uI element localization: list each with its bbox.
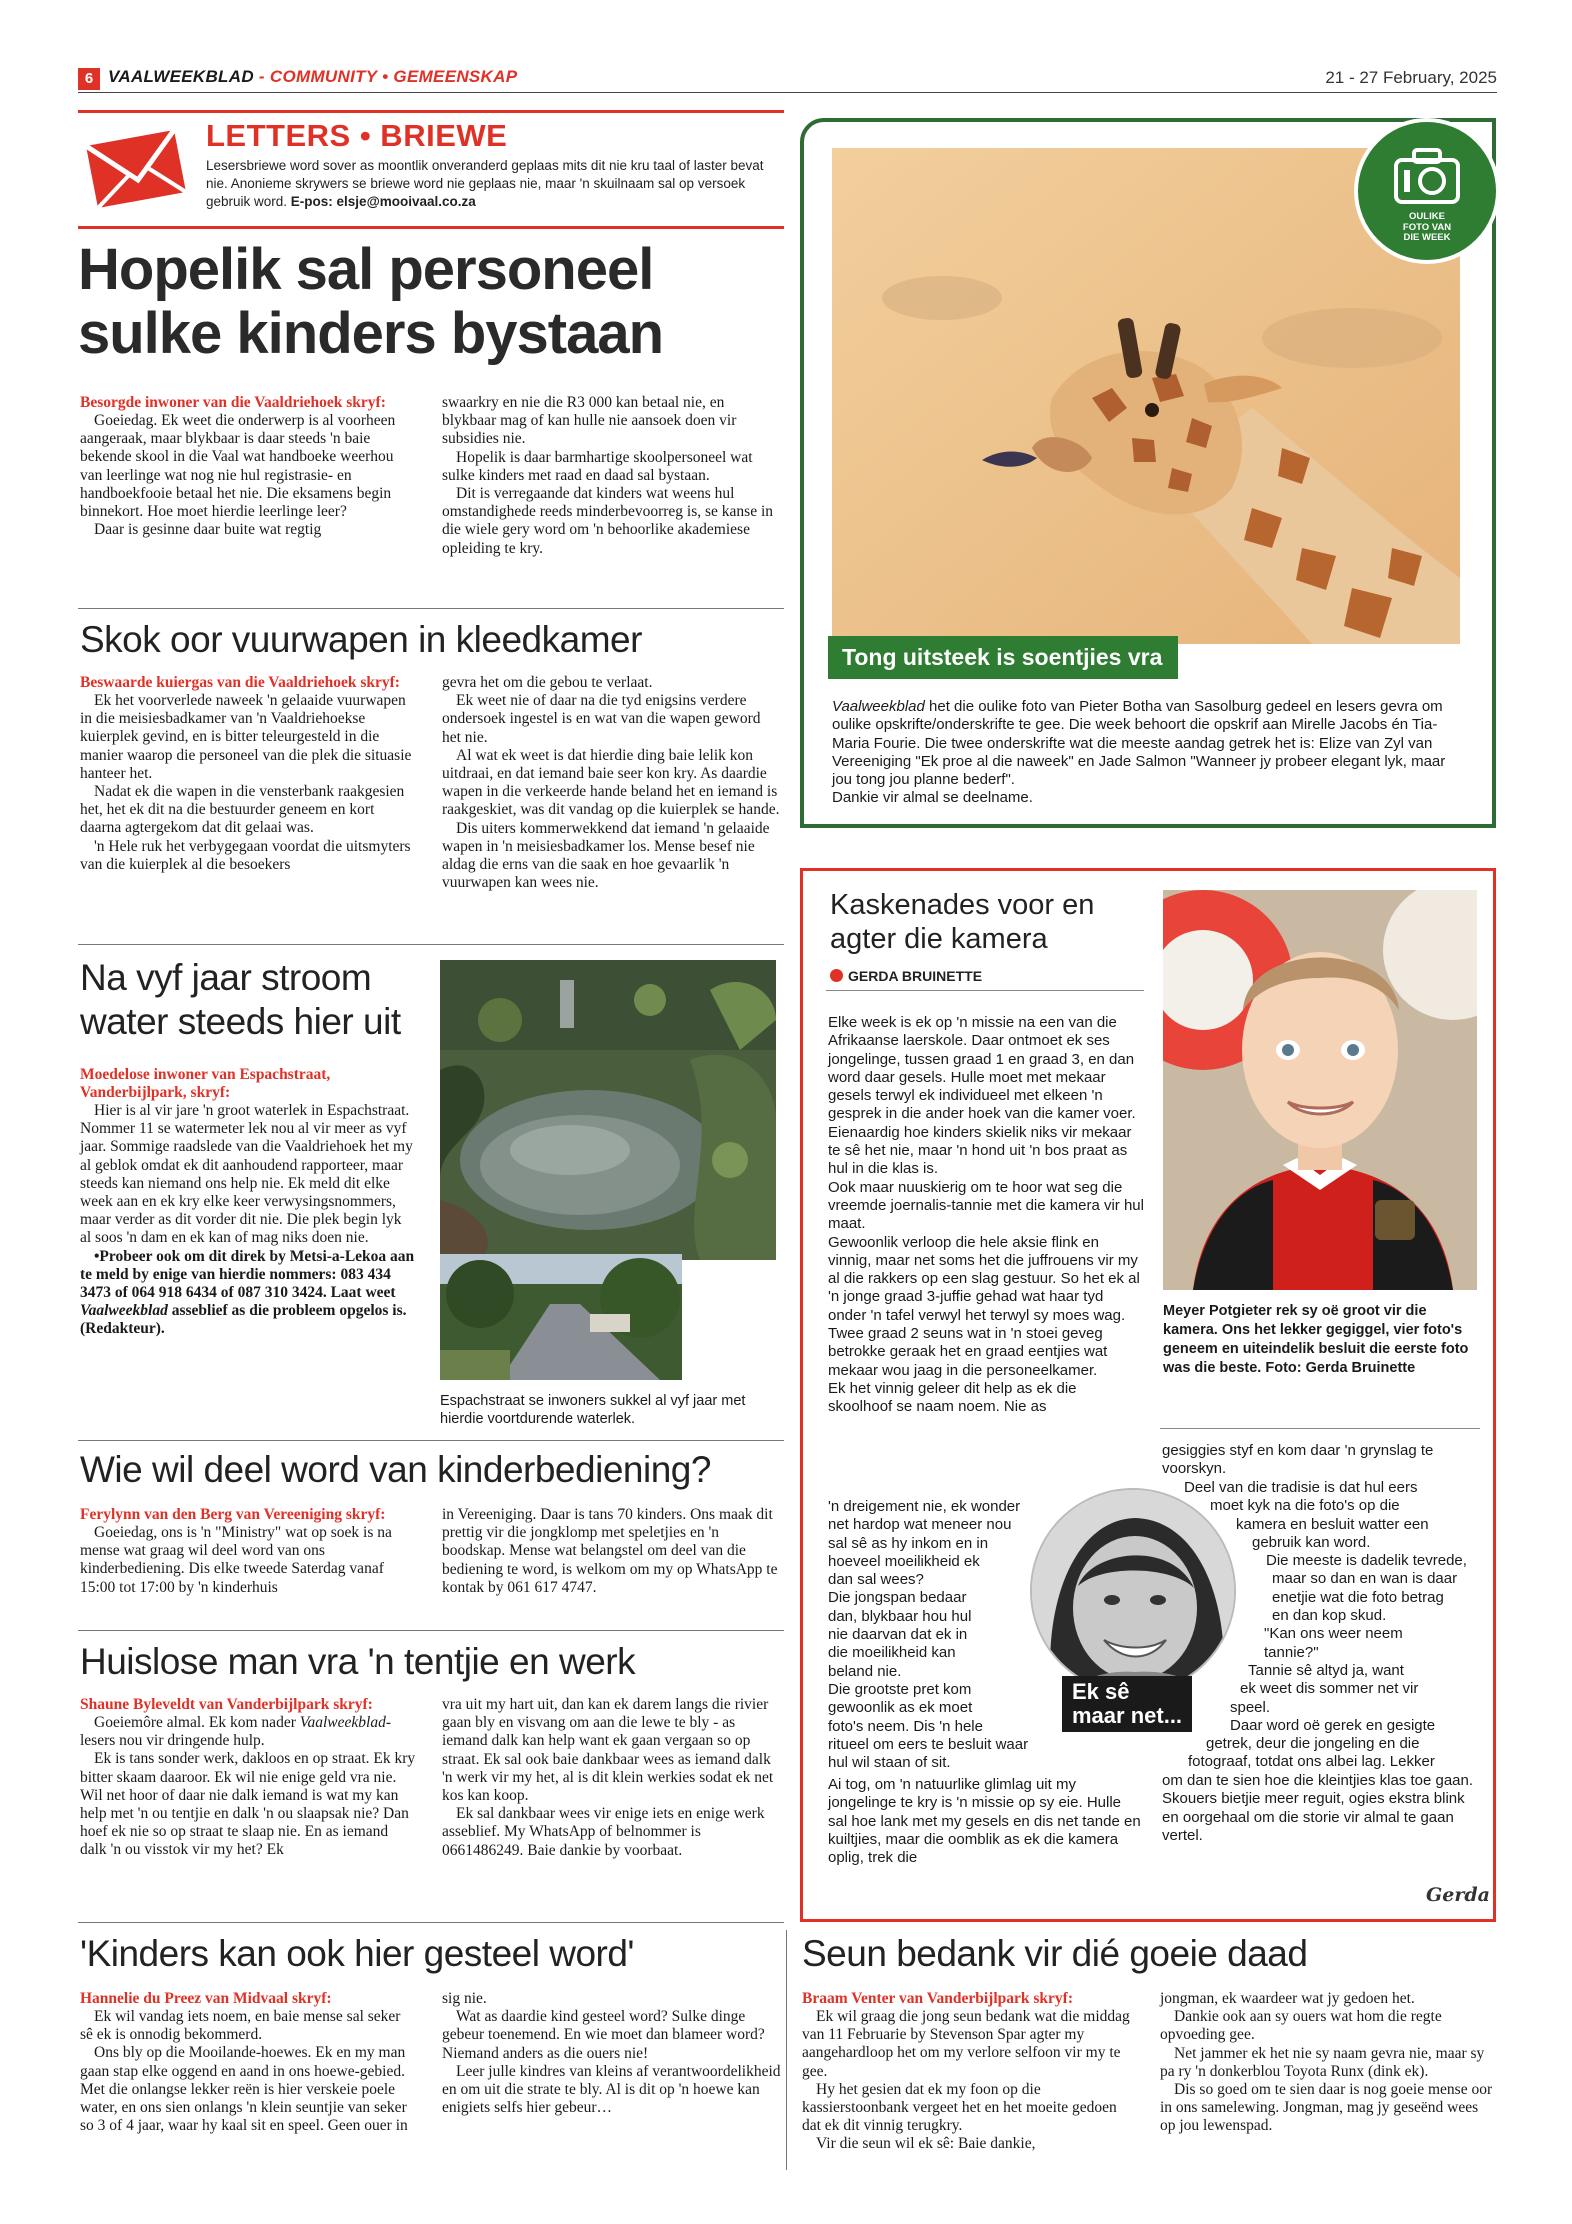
article4-paragraph: in Vereeniging. Daar is tans 70 kinders. Ons maak dit prettig vir die jongklomp met speletjies en 'n boodskap. Mense wat belangstel om deel van die bediening te word, is welkom om my op WhatsApp te kontak by 061 617 4747. xyxy=(442,1506,778,1596)
column-paragraph: Twee graad 2 seuns wat in 'n stoei geveg betrokke geraak het en graad eentjies wat mekaar wou jaag in die personeelkamer. xyxy=(828,1325,1108,1379)
article6-column1 xyxy=(80,1990,416,2135)
article1-paragraph: Dit is verregaande dat kinders wat weens hul omstandighede reeds minderbevoorreg is, se kanse in die wiele gery word om 'n behoorlike akademiese opleiding te kry. xyxy=(442,485,774,557)
article3-headline-line2: water steeds hier uit xyxy=(80,1001,401,1042)
article2-column2 xyxy=(442,674,782,892)
article4-column1 xyxy=(80,1506,416,1597)
photo-caption-tag: Tong uitsteek is soentjies vra xyxy=(828,636,1178,679)
editor-note xyxy=(80,1248,416,1339)
column-paragraph: om dan te sien hoe die kleintjies klas toe gaan. xyxy=(1162,1772,1474,1789)
column-paragraph: Ek het vinnig geleer dit help as ek die skoolhoof se naam noem. Nie as xyxy=(828,1379,1077,1416)
signature: Gerda xyxy=(1426,1884,1490,1906)
column-line: hul wil staan of sit. xyxy=(828,1754,951,1772)
article6-paragraph: Leer julle kindres van kleins af verantwoordelikheid en om uit die strate te bly. Al is dit op 'n hoewe kan enigiets selfs hier gebeur… xyxy=(442,2062,781,2117)
header-rule xyxy=(78,92,1497,93)
column-line: die moeilikheid kan xyxy=(828,1644,956,1662)
divider xyxy=(78,1630,784,1631)
column-line: Die meeste is dadelik tevrede, xyxy=(1266,1552,1467,1570)
column-line: Die jongspan bedaar xyxy=(828,1589,967,1607)
column-tag xyxy=(1062,1676,1192,1732)
column-text-left-bottom: Ai tog, om 'n natuurlike glimlag uit my jongelinge te kry is 'n missie op sy eie. Hulle sal hoe lank met my gesels en dis net tande en kuiltjies, maar die oomblik as ek die kamera oplig, trek die xyxy=(828,1776,1141,1867)
letters-title: LETTERS • BRIEWE xyxy=(206,118,508,153)
article3-byline: Moedelose inwoner van Espachstraat, Vanderbijlpark, skryf: xyxy=(80,1066,331,1101)
article1-paragraph: Daar is gesinne daar buite wat regtig xyxy=(94,521,322,539)
badge-line: OULIKE xyxy=(1409,211,1445,222)
editor-note-publication: Vaalweekblad xyxy=(80,1302,168,1320)
column-paragraph: Elke week is ek op 'n missie na een van die Afrikaanse laerskole. Daar ontmoet ek ses jongelinge, tussen graad 1 en graad 3, en dan word daar gesels. Hulle moet met mekaar gesels terwyl ek individueel met elkeen 'n gesprek in die ander hoek van die kamer voer. Eienaardig hoe kinders skielik niks vir mekaar te sê het nie, maar 'n hond uit 'n bos praat as hul in die klas is. xyxy=(828,1014,1136,1178)
masthead-section: - COMMUNITY • GEMEENSKAP xyxy=(253,67,518,86)
column-line: enetjie wat die foto betrag xyxy=(1272,1588,1444,1606)
article2-byline: Beswaarde kuiergas van die Vaaldriehoek skryf: xyxy=(80,674,400,691)
article1-headline xyxy=(78,238,788,366)
article3-column xyxy=(80,1066,416,1339)
article6-paragraph: Ek wil vandag iets noem, en baie mense sal seker sê ek is onnodig bekommerd. xyxy=(80,2008,401,2044)
article3-paragraph: Hier is al vir jare 'n groot waterlek in Espachstraat. Nommer 11 se watermeter lek nou al vir meer as vyf jaar. Sommige raadslede van die Vaaldriehoek het my al geblok omdat ek dit aanhoudend rapporteer, maar steeds kan niemand ons help nie. Ek meld dit elke week aan en ek kry elke keer verwysingsnommers, maar verder as dit vorder dit nie. Die plek begin lyk al soos 'n dam en ek kan of mag niks doen nie. xyxy=(80,1102,413,1247)
article1-paragraph: Hopelik is daar barmhartige skoolpersoneel wat sulke kinders met raad en daad sal bystaan. xyxy=(442,448,753,484)
column-paragraph: Gewoonlik verloop die hele aksie flink en vinnig, maar net soms het die juffrouens vir my al die rakkers op een slag gestuur. So het ek al 'n jonge graad 3-juffie gehad wat haar tyd onder 'n tafel verwyl het terwyl sy moes wag. xyxy=(828,1233,1140,1324)
article5-column1 xyxy=(80,1696,416,1860)
column-line: ek weet dis sommer net vir xyxy=(1240,1680,1419,1698)
column-line: gewoonlik as ek moet xyxy=(828,1699,973,1717)
article2-paragraph: Dis uiters kommerwekkend dat iemand 'n gelaaide wapen in 'n meisiesbadkamer los. Mense besef nie aldag die erns van die saak en hoe gevaarlik 'n vuurwapen kan wees nie. xyxy=(442,819,770,892)
columnist-portrait xyxy=(1030,1488,1236,1694)
article2-paragraph: Nadat ek die wapen in die vensterbank raakgesien het, het ek dit na die bestuurder geneem en kort daarna agtergekom dat dit gelaai was. xyxy=(80,783,405,837)
column-line: beland nie. xyxy=(828,1662,902,1680)
column-title: Kaskenades voor en agter die kamera xyxy=(830,889,1095,955)
water-leak-caption: Espachstraat se inwoners sukkel al vyf jaar met hierdie voortdurende waterlek. xyxy=(440,1393,746,1427)
column-line: 'n dreigement nie, ek wonder xyxy=(828,1498,1021,1515)
column-text-left xyxy=(828,1014,1144,1417)
badge-text xyxy=(1358,212,1496,244)
divider xyxy=(826,990,1144,991)
column-line: sal sê as hy inkom en in xyxy=(828,1534,989,1552)
column-text-right: gesiggies styf en kom daar 'n grynslag te voorskyn. xyxy=(1162,1442,1434,1478)
letters-email: E-pos: elsje@mooivaal.co.za xyxy=(290,194,476,209)
masthead xyxy=(108,67,517,87)
article2-paragraph: Ek weet nie of daar na die tyd enigsins verdere ondersoek ingestel is en wat van die wapen geword het nie. xyxy=(442,692,761,746)
water-leak-photo xyxy=(440,960,776,1260)
article2-headline: Skok oor vuurwapen in kleedkamer xyxy=(80,619,642,660)
article6-paragraph: Ons bly op die Mooilande-hoewes. Ek en my man gaan stap elke oggend en aand in ons hoewe-gebied. Met die onlangse lekker reën is hier verskeie poele water, en ons sien onlangs 'n klein seuntjie van seker so 3 of 4 jaar, waar hy kaal sit en speel. Geen ouer in xyxy=(80,2044,408,2135)
masthead-publication: VAALWEEKBLAD xyxy=(108,67,254,86)
column-line: hoeveel moeilikheid ek xyxy=(828,1552,980,1570)
article7-paragraph: Dankie ook aan sy ouers wat hom die regte opvoeding gee. xyxy=(1160,2008,1442,2044)
page-number: 6 xyxy=(78,68,100,90)
article3-headline xyxy=(80,956,440,1044)
divider xyxy=(78,1922,784,1923)
column-line: tannie?" xyxy=(1264,1643,1319,1661)
column-line: fotograaf, totdat ons albei lag. Lekker xyxy=(1188,1753,1435,1771)
street-photo xyxy=(440,1254,682,1380)
editor-note-text: •Probeer ook om dit direk by Metsi-a-Lekoa aan te meld by enige van hierdie nommers: 083 434 3473 of 064 918 6434 of 087 310 3424. Laat weet xyxy=(80,1247,415,1302)
article1-headline-line1: Hopelik sal personeel xyxy=(78,237,654,302)
article1-paragraph: swaarkry en nie die R3 000 kan betaal nie, en blykbaar mag of kan hulle nie aansoek doen vir subsidies nie. xyxy=(442,394,737,448)
column-text-right-bottom xyxy=(1162,1772,1482,1845)
column-line: Daar word oë gerek en gesigte xyxy=(1230,1716,1436,1734)
article7-paragraph: Ek wil graag die jong seun bedank wat die middag van 11 Februarie by Stevenson Spar agter my aangehardloop het om my verlore selfoon vir my te gee. xyxy=(802,2008,1130,2080)
column-tag-line: maar net... xyxy=(1072,1703,1183,1728)
column-line: speel. xyxy=(1230,1698,1271,1716)
article7-headline: Seun bedank vir dié goeie daad xyxy=(802,1933,1308,1974)
article6-paragraph: sig nie. xyxy=(442,1990,487,2007)
article1-paragraph: Goeiedag. Ek weet die onderwerp is al voorheen aangeraak, maar blykbaar is daar steeds 'n baie bekende skool in die Vaal wat handboeke weerhou van leerlinge wat nog nie hul registrasie- en handboekfooie betaal het nie. Die eksamens begin binnekort. Hoe moet hierdie leerlinge leer? xyxy=(80,412,396,521)
editor-note-text: asseblief as die probleem opgelos is. (Redakteur). xyxy=(80,1302,407,1338)
article1-headline-line2: sulke kinders bystaan xyxy=(78,301,664,366)
divider xyxy=(1160,1428,1480,1429)
column-line: nie daarvan dat ek in xyxy=(828,1626,968,1644)
article5-paragraph: vra uit my hart uit, dan kan ek darem langs die rivier gaan bly en visvang om aan die lewe te bly - as iemand dalk kan help want ek gaan vergaan so op straat. Ek sal ook baie dankbaar wees as iemand dalk 'n werk vir my het, al is dit klein werkies sodat ek net kos kan koop. xyxy=(442,1696,774,1805)
column-line: maar so dan en wan is daar xyxy=(1272,1570,1458,1588)
column-line: Deel van die tradisie is dat hul eers xyxy=(1184,1479,1418,1496)
badge-line: FOTO VAN xyxy=(1402,221,1452,233)
article6-column2 xyxy=(442,1990,782,2117)
column-line: getrek, deur die jongeling en die xyxy=(1206,1735,1420,1753)
letters-policy: Lesersbriewe word sover as moontlik onveranderd geplaas mits dit nie kru taal of laster bevat nie. Anonieme skrywers se briewe word nie geplaas nie, maar 'n skuilnaam sal op versoek gebruik word. xyxy=(206,158,764,209)
column-line: dan sal wees? xyxy=(828,1571,924,1589)
article6-headline: 'Kinders kan ook hier gesteel word' xyxy=(80,1933,634,1974)
article4-column2 xyxy=(442,1506,782,1597)
article6-byline: Hannelie du Preez van Midvaal skryf: xyxy=(80,1990,332,2007)
camera-icon xyxy=(1394,148,1460,206)
article4-paragraph: Goeiedag, ons is 'n "Ministry" wat op soek is na mense wat graag wil deel word van ons kinderbediening. Dis elke tweede Saterdag vanaf 15:00 tot 17:00 by 'n kinderhuis xyxy=(80,1524,392,1596)
issue-date: 21 - 27 February, 2025 xyxy=(1325,68,1497,87)
article2-paragraph: Ek het voorverlede naweek 'n gelaaide vuurwapen in die meisiesbadkamer van 'n Vaaldriehoekse kuierplek gevind, en is bitter teleurgesteld in die manier waarop die personeel van die plek die situasie hanteer het. xyxy=(80,692,412,782)
column-author-name: GERDA BRUINETTE xyxy=(848,968,983,984)
divider xyxy=(78,608,784,609)
article1-column2 xyxy=(442,394,780,558)
article5-text: Goeiemôre almal. Ek kom nader xyxy=(94,1714,300,1731)
article2-column1 xyxy=(80,674,416,874)
photo-description-publication: Vaalweekblad xyxy=(832,698,925,715)
column-line: kamera en besluit watter een xyxy=(1236,1515,1429,1533)
column-divider xyxy=(786,1930,787,2170)
column-line: moet kyk na die foto's op die xyxy=(1210,1497,1400,1515)
column-line: foto's neem. Dis 'n hele xyxy=(828,1717,983,1735)
column-line: Tannie sê altyd ja, want xyxy=(1248,1661,1404,1679)
badge-line: DIE WEEK xyxy=(1403,232,1451,243)
column-line: "Kan ons weer neem xyxy=(1264,1625,1403,1643)
article1-column1 xyxy=(80,394,416,539)
article5-publication: Vaalweekblad xyxy=(299,1714,386,1731)
column-line: net hardop wat meneer nou xyxy=(828,1516,1012,1534)
column-line: gebruik kan word. xyxy=(1252,1533,1371,1551)
photo-description xyxy=(832,698,1460,808)
article4-headline: Wie wil deel word van kinderbediening? xyxy=(80,1449,711,1490)
column-line: Die grootste pret kom xyxy=(828,1680,972,1698)
article5-paragraph xyxy=(80,1714,416,1750)
photo-thanks: Dankie vir almal se deelname. xyxy=(832,789,1033,807)
divider xyxy=(78,944,784,945)
banner-bottom-rule xyxy=(78,226,784,229)
column-line: en dan kop skud. xyxy=(1272,1607,1387,1625)
article7-byline: Braam Venter van Vanderbijlpark skryf: xyxy=(802,1990,1073,2007)
article5-column2 xyxy=(442,1696,782,1860)
column-tag-line: Ek sê xyxy=(1072,1679,1130,1704)
article2-paragraph: Al wat ek weet is dat hierdie ding baie lelik kon uitdraai, en dat iemand baie seer kon kry. As daardie wapen in die verkeerde hande beland het en iemand is raakgeskiet, was dit vandag op die kuierplek se hande. xyxy=(442,746,780,819)
bullet-icon xyxy=(830,969,843,982)
article5-headline: Huislose man vra 'n tentjie en werk xyxy=(80,1641,636,1682)
boy-photo-caption: Meyer Potgieter rek sy oë groot vir die kamera. Ons het lekker gegiggel, vier foto's geneem en uiteindelik besluit die eerste foto was die beste. Foto: Gerda Bruinette xyxy=(1163,1303,1469,1376)
article5-paragraph: Ek sal dankbaar wees vir enige iets en enige werk asseblief. My WhatsApp of belnommer is 0661486249. Baie dankie by voorbaat. xyxy=(442,1805,765,1859)
article6-paragraph: Wat as daardie kind gesteel word? Sulke dinge gebeur toenemend. En wie moet dan blameer word? Niemand anders as die ouers nie! xyxy=(442,2008,765,2062)
column-author xyxy=(830,968,982,984)
letters-note xyxy=(206,157,766,211)
article1-byline: Besorgde inwoner van die Vaaldriehoek skryf: xyxy=(80,394,386,411)
photo-of-week-badge xyxy=(1354,118,1500,264)
article7-paragraph: Vir die seun wil ek sê: Baie dankie, xyxy=(816,2135,1036,2153)
photo-description-text: het die oulike foto van Pieter Botha van Sasolburg gedeel en lesers gevra om oulike opskrifte/onderskrifte te gee. Die week behoort die opskrif aan Mirelle Jacobs én Tia-Maria Fourie. Die twee onderskrifte wat die meeste aandag getrek het is: Elize van Zyl van Vereeniging "Ek proe al die naweek" en Jade Salmon "Wanneer jy probeer elegant lyk, maar jou tong jou planne bederf". xyxy=(832,698,1446,789)
article7-column1 xyxy=(802,1990,1138,2154)
article3-headline-line1: Na vyf jaar stroom xyxy=(80,957,372,998)
article4-byline: Ferylynn van den Berg van Vereeniging skryf: xyxy=(80,1506,386,1523)
article5-byline: Shaune Byleveldt van Vanderbijlpark skryf: xyxy=(80,1696,373,1713)
article2-paragraph: gevra het om die gebou te verlaat. xyxy=(442,674,653,691)
article7-paragraph: Dis so goed om te sien daar is nog goeie mense oor in ons samelewing. Jongman, mag jy geseënd wees op jou lewenspad. xyxy=(1160,2081,1493,2135)
banner-top-rule xyxy=(78,110,784,113)
article5-text: -lesers nou vir dringende hulp. xyxy=(80,1714,391,1750)
article7-paragraph: Net jammer ek het nie sy naam gevra nie, maar sy pa ry 'n donkerblou Toyota Runx (dink ek). xyxy=(1160,2044,1485,2080)
article7-paragraph: jongman, ek waardeer wat jy gedoen het. xyxy=(1160,1990,1415,2007)
column-paragraph: Skouers bietjie meer reguit, ogies ekstra blink en oorgehaal om die storie vir almal te gaan vertel. xyxy=(1162,1790,1465,1844)
article7-column2 xyxy=(1160,1990,1496,2136)
boy-photo xyxy=(1163,890,1477,1290)
article7-paragraph: Hy het gesien dat ek my foon op die kassierstoonbank vergeet het en het moeite gedoen dat ek dit vinnig terugkry. xyxy=(802,2080,1117,2135)
columnist-photo xyxy=(1032,1490,1236,1694)
divider xyxy=(78,1440,784,1441)
article2-paragraph: 'n Hele ruk het verbygegaan voordat die uitsmyters van die kuierplek al die besoekers xyxy=(80,837,411,873)
article5-paragraph: Ek is tans sonder werk, dakloos en op straat. Ek kry bitter skaam daaroor. Ek wil nie enige geld vra nie. Wil net hoor of daar nie dalk iemand is wat my kan help met 'n ou tentjie en dalk 'n ou slaapsak nie? Dan hoef ek nie so op straat te slaap nie. En as iemand dalk 'n ou visstok vir my het? Ek xyxy=(80,1750,416,1859)
column-line: dan, blykbaar hou hul xyxy=(828,1607,972,1625)
column-paragraph: Ook maar nuuskierig om te hoor wat seg die vreemde joernalis-tannie met die kamera vir hul maat. xyxy=(828,1178,1144,1233)
column-line: ritueel om eers te besluit waar xyxy=(828,1735,1029,1753)
envelope-icon xyxy=(82,128,190,208)
